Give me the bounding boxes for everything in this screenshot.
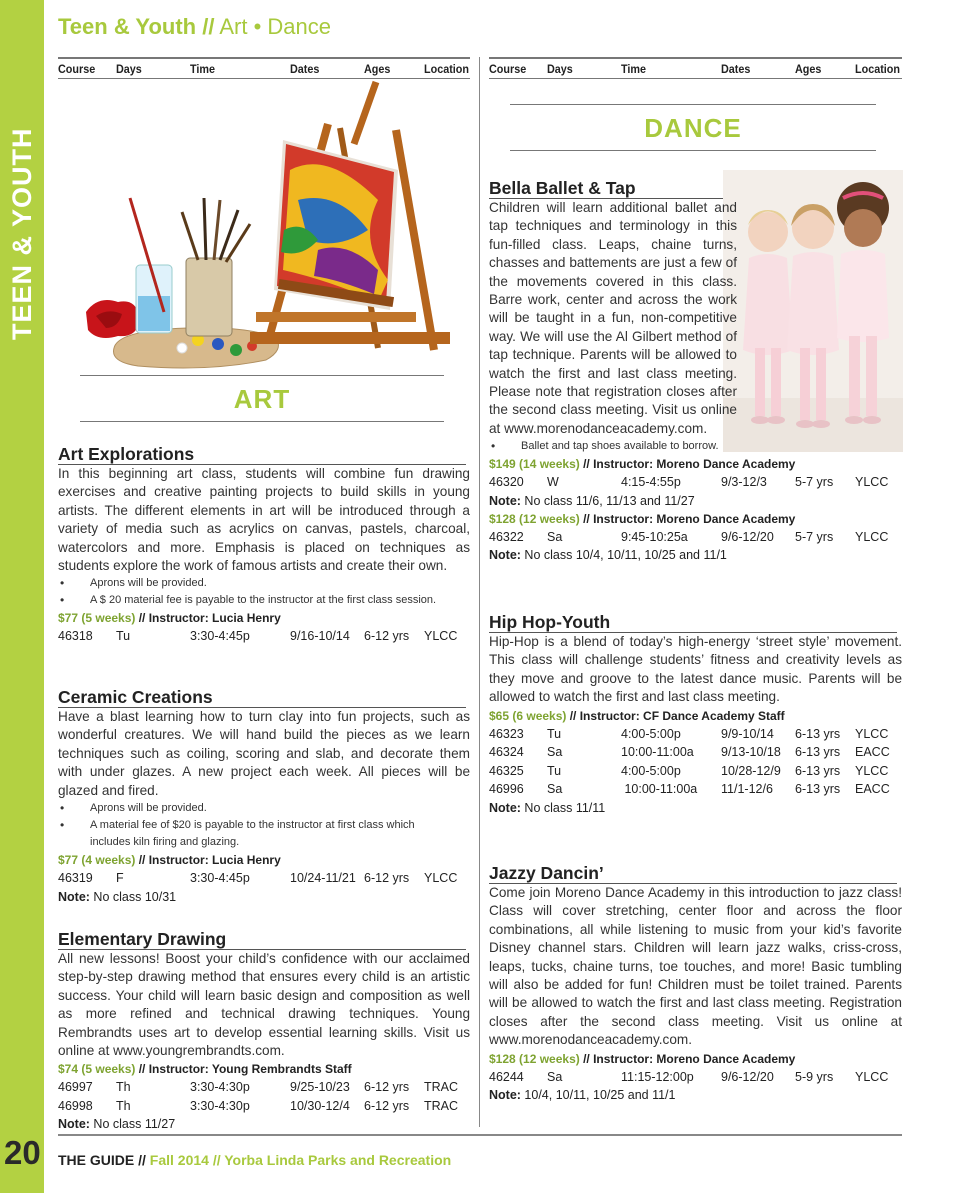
cell-ages: 6-12 yrs (364, 1080, 410, 1095)
note-text: No class 11/11 (520, 800, 606, 815)
col-course: Course (489, 62, 527, 76)
note-label: Note: (58, 889, 90, 904)
fee-line (489, 455, 902, 473)
course-title: Elementary Drawing (58, 929, 466, 950)
dance-rule-top (510, 104, 876, 105)
fee-amount: $77 (4 weeks) (58, 853, 136, 868)
bullet-text-cont: includes kiln firing and glazing. (90, 836, 240, 849)
note-line (489, 546, 902, 564)
course-description: Children will learn additional ballet and tap techniques and terminology in this fun-filled class. Leaps, chaine turns, chasses and battements are just a few of the movements covered in this class. Barre work, center and across the work will be taught in a fun, non-competitive way. We will use the Al Gilbert method of tap technique. Parents will be allowed to watch the first and last class meeting. Please note that registration closes after the second class meeting. Visit us online at www.morenodanceacademy.com. (489, 200, 737, 436)
bullet-item: • Aprons will be provided. (58, 575, 470, 592)
cell-dates: 9/13-10/18 (721, 745, 781, 760)
course-description: Hip-Hop is a blend of today’s high-energy ‘street style’ movement. This class will challenge students’ fitness and creativity levels as they move and groove to the latest dance music. Parents will be allowed to watch the first and last class meeting. (489, 634, 902, 705)
col-days: Days (116, 62, 142, 76)
cell-dates: 10/24-11/21 (290, 871, 356, 886)
fee-line (489, 1050, 902, 1068)
fee-amount: $74 (5 weeks) (58, 1062, 136, 1077)
cell-dates: 9/16-10/14 (290, 629, 350, 644)
cell-location: YLCC (855, 475, 889, 490)
cell-course: 46324 (489, 745, 524, 760)
sidebar-band (0, 0, 44, 1193)
cell-dates: 9/3-12/3 (721, 475, 767, 490)
note-text: No class 11/6, 11/13 and 11/27 (520, 493, 695, 508)
dance-rule-bottom (510, 150, 876, 151)
cell-ages: 6-12 yrs (364, 629, 410, 644)
cell-course: 46323 (489, 726, 524, 741)
instructor: // Instructor: Moreno Dance Academy (579, 511, 796, 526)
cell-ages: 6-12 yrs (364, 1098, 410, 1113)
note-label: Note: (58, 1117, 90, 1132)
course-bella-ballet-tap (489, 178, 902, 564)
cell-course: 46996 (489, 782, 524, 797)
note-text: 10/4, 10/11, 10/25 and 11/1 (520, 1088, 676, 1103)
course-art-explorations (58, 444, 470, 646)
cell-days: Th (116, 1098, 131, 1113)
col-time: Time (190, 62, 216, 76)
instructor: // Instructor: Lucia Henry (135, 853, 281, 868)
fee-amount: $77 (5 weeks) (58, 611, 136, 626)
fee-amount: $128 (12 weeks) (489, 511, 580, 526)
course-title: Hip Hop-Youth (489, 612, 897, 633)
cell-ages: 5-9 yrs (795, 1069, 834, 1084)
col-location: Location (424, 62, 469, 76)
cell-course: 46997 (58, 1080, 93, 1095)
table-row (489, 762, 902, 781)
note-label: Note: (489, 548, 521, 563)
cell-location: YLCC (424, 871, 458, 886)
col-dates: Dates (721, 62, 751, 76)
cell-ages: 5-7 yrs (795, 475, 834, 490)
note-line (58, 1115, 470, 1133)
page-number: 20 (4, 1134, 41, 1171)
table-row (489, 780, 902, 799)
cell-time: 4:15-4:55p (621, 475, 681, 490)
instructor: // Instructor: CF Dance Academy Staff (566, 708, 785, 723)
note-line (58, 888, 470, 906)
instructor: // Instructor: Moreno Dance Academy (579, 1051, 796, 1066)
col-ages: Ages (364, 62, 391, 76)
note-line (489, 1086, 902, 1104)
cell-location: YLCC (855, 763, 889, 778)
bullet-item: • Aprons will be provided. (58, 800, 470, 817)
cell-time: 11:15-12:00p (621, 1069, 694, 1084)
cell-days: Sa (547, 782, 563, 797)
sidebar-label: TEEN & YOUTH (7, 127, 37, 340)
note-text: No class 10/31 (89, 889, 177, 904)
cell-days: F (116, 871, 124, 886)
note-label: Note: (489, 800, 521, 815)
column-divider (479, 57, 480, 1127)
cell-location: TRAC (424, 1080, 459, 1095)
cell-course: 46244 (489, 1069, 524, 1084)
course-description: Have a blast learning how to turn clay into fun projects, such as wonderful creatures. We will hand build the pieces as we learn techniques such as coiling, scoring and slab, and decorate them with under glazes. A new project each week. All pieces will be glazed and fired. (58, 709, 470, 798)
left-column-header (58, 57, 470, 79)
footer-org: Yorba Linda Parks and Recreation (220, 1152, 452, 1168)
cell-ages: 6-13 yrs (795, 745, 841, 760)
fee-amount: $149 (14 weeks) (489, 457, 580, 472)
cell-dates: 10/30-12/4 (290, 1098, 350, 1113)
fee-line (58, 609, 470, 627)
page-title-thin: Art • Dance (214, 14, 331, 39)
fee-line (58, 1060, 470, 1078)
fee-line (489, 707, 902, 725)
table-row (489, 473, 902, 492)
cell-location: EACC (855, 782, 890, 797)
cell-time: 3:30-4:30p (190, 1080, 250, 1095)
footer-guide: THE GUIDE // (58, 1152, 146, 1168)
instructor: // Instructor: Lucia Henry (135, 611, 281, 626)
note-label: Note: (489, 1088, 521, 1103)
course-title: Jazzy Dancin’ (489, 863, 897, 884)
note-line (489, 799, 902, 817)
fee-line (58, 851, 470, 869)
cell-ages: 6-13 yrs (795, 726, 841, 741)
cell-location: YLCC (424, 629, 458, 644)
course-ceramic-creations (58, 687, 470, 906)
cell-time: 3:30-4:30p (190, 1098, 250, 1113)
art-rule-bottom (80, 421, 444, 422)
cell-days: Th (116, 1080, 131, 1095)
col-ages: Ages (795, 62, 822, 76)
table-row (58, 1097, 470, 1116)
cell-location: YLCC (855, 529, 889, 544)
instructor: // Instructor: Moreno Dance Academy (579, 457, 796, 472)
footer-rule (58, 1134, 902, 1136)
cell-dates: 9/25-10/23 (290, 1080, 350, 1095)
cell-dates: 9/6-12/20 (721, 1069, 774, 1084)
table-row (489, 743, 902, 762)
cell-ages: 6-13 yrs (795, 763, 841, 778)
cell-days: Sa (547, 1069, 563, 1084)
cell-days: Tu (547, 726, 562, 741)
cell-course: 46322 (489, 529, 524, 544)
cell-days: W (547, 475, 559, 490)
table-row (58, 869, 470, 888)
note-label: Note: (489, 493, 521, 508)
course-title: Ceramic Creations (58, 687, 466, 708)
cell-location: YLCC (855, 726, 889, 741)
right-column-header (489, 57, 902, 79)
cell-dates: 11/1-12/6 (721, 782, 773, 797)
fee-amount: $65 (6 weeks) (489, 708, 567, 723)
art-section-title: ART (233, 384, 291, 414)
cell-course: 46320 (489, 475, 524, 490)
page-title-bold: Teen & Youth // (58, 14, 215, 39)
bullet-text: A material fee of $20 is payable to the instructor at first class which (90, 819, 415, 832)
cell-ages: 5-7 yrs (795, 529, 834, 544)
fee-line (489, 510, 902, 528)
cell-time: 10:00-11:00a (621, 782, 698, 797)
course-jazzy-dancin (489, 863, 902, 1104)
cell-ages: 6-12 yrs (364, 871, 410, 886)
table-row (489, 1068, 902, 1087)
course-hip-hop-youth (489, 612, 902, 817)
note-text: No class 11/27 (89, 1117, 176, 1132)
footer (58, 1152, 451, 1168)
cell-days: Sa (547, 745, 563, 760)
cell-course: 46998 (58, 1098, 93, 1113)
dance-section-title: DANCE (644, 113, 742, 143)
art-easel-image (78, 80, 458, 370)
cell-days: Tu (547, 763, 562, 778)
cell-location: TRAC (424, 1098, 459, 1113)
col-days: Days (547, 62, 573, 76)
cell-location: EACC (855, 745, 890, 760)
note-text: No class 10/4, 10/11, 10/25 and 11/1 (520, 548, 727, 563)
note-line (489, 492, 902, 510)
art-rule-top (80, 375, 444, 376)
table-row (58, 627, 470, 646)
fee-amount: $128 (12 weeks) (489, 1051, 580, 1066)
instructor: // Instructor: Young Rembrandts Staff (135, 1062, 352, 1077)
cell-dates: 10/28-12/9 (721, 763, 781, 778)
cell-time: 4:00-5:00p (621, 726, 681, 741)
bullet-item: • Ballet and tap shoes available to borrow. (489, 438, 902, 455)
cell-time: 9:45-10:25a (621, 529, 688, 544)
col-dates: Dates (290, 62, 320, 76)
bullet-item (58, 817, 470, 851)
cell-days: Sa (547, 529, 563, 544)
cell-ages: 6-13 yrs (795, 782, 841, 797)
cell-dates: 9/6-12/20 (721, 529, 774, 544)
course-description: All new lessons! Boost your child’s confidence with our acclaimed step-by-step drawing method that ensures every child is an artistic success. Your child will learn basic design and composition as well as more refined and technical drawing techniques. Young Rembrandts uses art to develop essential learning skills. Visit us online at www.youngrembrandts.com. (58, 951, 470, 1059)
table-row (58, 1078, 470, 1097)
course-title: Art Explorations (58, 444, 466, 465)
course-title: Bella Ballet & Tap (489, 178, 723, 199)
col-location: Location (855, 62, 900, 76)
bullet-item: • A $ 20 material fee is payable to the instructor at the first class session. (58, 592, 470, 609)
course-description: In this beginning art class, students will combine fun drawing exercises and creative painting projects to build skills in young artists. The different elements in art will be introduced through a variety of media such as acrylics on canvas, pastels, charcoal, watercolors and more. Emphasis is placed on techniques as students explore the work of famous artists and create their own. (58, 466, 470, 574)
table-row (489, 528, 902, 547)
cell-location: YLCC (855, 1069, 889, 1084)
cell-course: 46319 (58, 871, 93, 886)
course-elementary-drawing (58, 929, 470, 1133)
col-course: Course (58, 62, 96, 76)
cell-dates: 9/9-10/14 (721, 726, 774, 741)
cell-time: 10:00-11:00a (621, 745, 694, 760)
course-description: Come join Moreno Dance Academy in this introduction to jazz class! Class will cover stretching, center floor and across the floor combinations, all while listening to music from your kid’s favorite Disney channel stars. Children will learn jazz walks, criss-cross, leaps, tucks, chaine turns, toe touches, and more! Basic tumbling will also be added for fun! Children must be toilet trained. Parents will be allowed to watch the first and last class meeting. Registration closes after the second class meeting. Visit us online at www.morenodanceacademy.com. (489, 885, 902, 1048)
page-title (58, 14, 331, 40)
cell-time: 4:00-5:00p (621, 763, 681, 778)
cell-time: 3:30-4:45p (190, 871, 250, 886)
footer-season: Fall 2014 // (145, 1152, 221, 1168)
col-time: Time (621, 62, 647, 76)
table-row (489, 725, 902, 744)
cell-days: Tu (116, 629, 131, 644)
cell-course: 46318 (58, 629, 93, 644)
cell-time: 3:30-4:45p (190, 629, 250, 644)
cell-course: 46325 (489, 763, 524, 778)
